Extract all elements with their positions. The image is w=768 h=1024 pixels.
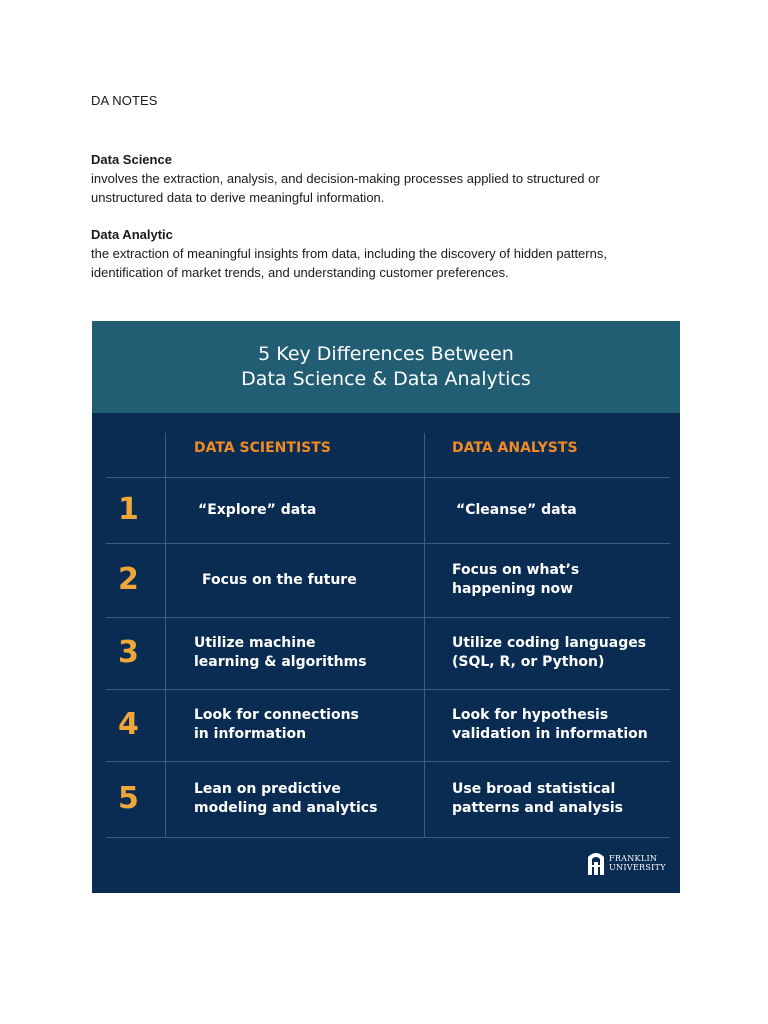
- section-body-line: identification of market trends, and understanding customer preferences.: [91, 265, 509, 280]
- cell-text-line: modeling and analytics: [194, 800, 378, 816]
- section-heading: Data Science: [91, 152, 172, 167]
- analysts-cell: [452, 617, 680, 689]
- row-number: 2: [118, 562, 139, 597]
- logo-text-line: FRANKLIN: [609, 854, 658, 863]
- comparison-infographic: [92, 321, 680, 893]
- cell-text-line: Focus on the future: [202, 571, 357, 588]
- row-number: 3: [118, 635, 139, 670]
- section-body-line: unstructured data to derive meaningful information.: [91, 190, 385, 205]
- analysts-cell: [452, 689, 680, 761]
- column-header-scientists: DATA SCIENTISTS: [194, 440, 331, 456]
- cell-text-line: “Cleanse” data: [456, 501, 577, 518]
- franklin-logo-icon: [586, 851, 606, 875]
- column-header-analysts: DATA ANALYSTS: [452, 440, 578, 456]
- row-number: 5: [118, 781, 139, 816]
- cell-text-line: (SQL, R, or Python): [452, 654, 605, 670]
- row-number: 1: [118, 492, 139, 527]
- cell-text-line: Look for hypothesis: [452, 707, 609, 723]
- analysts-cell: [452, 543, 680, 617]
- cell-text-line: Focus on what’s: [452, 562, 580, 578]
- scientists-cell: [194, 689, 424, 761]
- row-number: 4: [118, 707, 139, 742]
- franklin-university-logo: [586, 851, 666, 875]
- section-body-line: the extraction of meaningful insights from data, including the discovery of hidden patterns,: [91, 246, 607, 261]
- cell-text-line: “Explore” data: [198, 501, 317, 518]
- analysts-cell: [452, 761, 680, 837]
- section-body-line: involves the extraction, analysis, and decision-making processes applied to structured or: [91, 171, 600, 186]
- cell-text-line: Utilize coding languages: [452, 635, 647, 651]
- column-divider: [424, 433, 425, 837]
- cell-text-line: in information: [194, 726, 307, 742]
- scientists-cell: [194, 761, 424, 837]
- document-title: DA NOTES: [91, 93, 158, 108]
- scientists-cell: [194, 617, 424, 689]
- cell-text-line: Use broad statistical: [452, 781, 616, 797]
- cell-text-line: happening now: [452, 581, 574, 597]
- cell-text-line: Utilize machine: [194, 635, 316, 651]
- scientists-cell: [194, 477, 424, 543]
- cell-text-line: learning & algorithms: [194, 654, 367, 670]
- column-divider: [165, 433, 166, 837]
- cell-text-line: Lean on predictive: [194, 781, 341, 797]
- section-data-science: [91, 150, 691, 207]
- infographic-title-line: Data Science & Data Analytics: [241, 368, 531, 390]
- scientists-cell: [194, 543, 424, 617]
- cell-text-line: Look for connections: [194, 707, 359, 723]
- analysts-cell: [452, 477, 680, 543]
- logo-text-line: UNIVERSITY: [609, 863, 666, 872]
- row-divider: [106, 837, 670, 838]
- infographic-title-line: 5 Key Differences Between: [258, 343, 514, 365]
- cell-text-line: validation in information: [452, 726, 648, 742]
- section-data-analytic: [91, 225, 691, 282]
- section-heading: Data Analytic: [91, 227, 173, 242]
- infographic-header: [92, 321, 680, 413]
- cell-text-line: patterns and analysis: [452, 800, 623, 816]
